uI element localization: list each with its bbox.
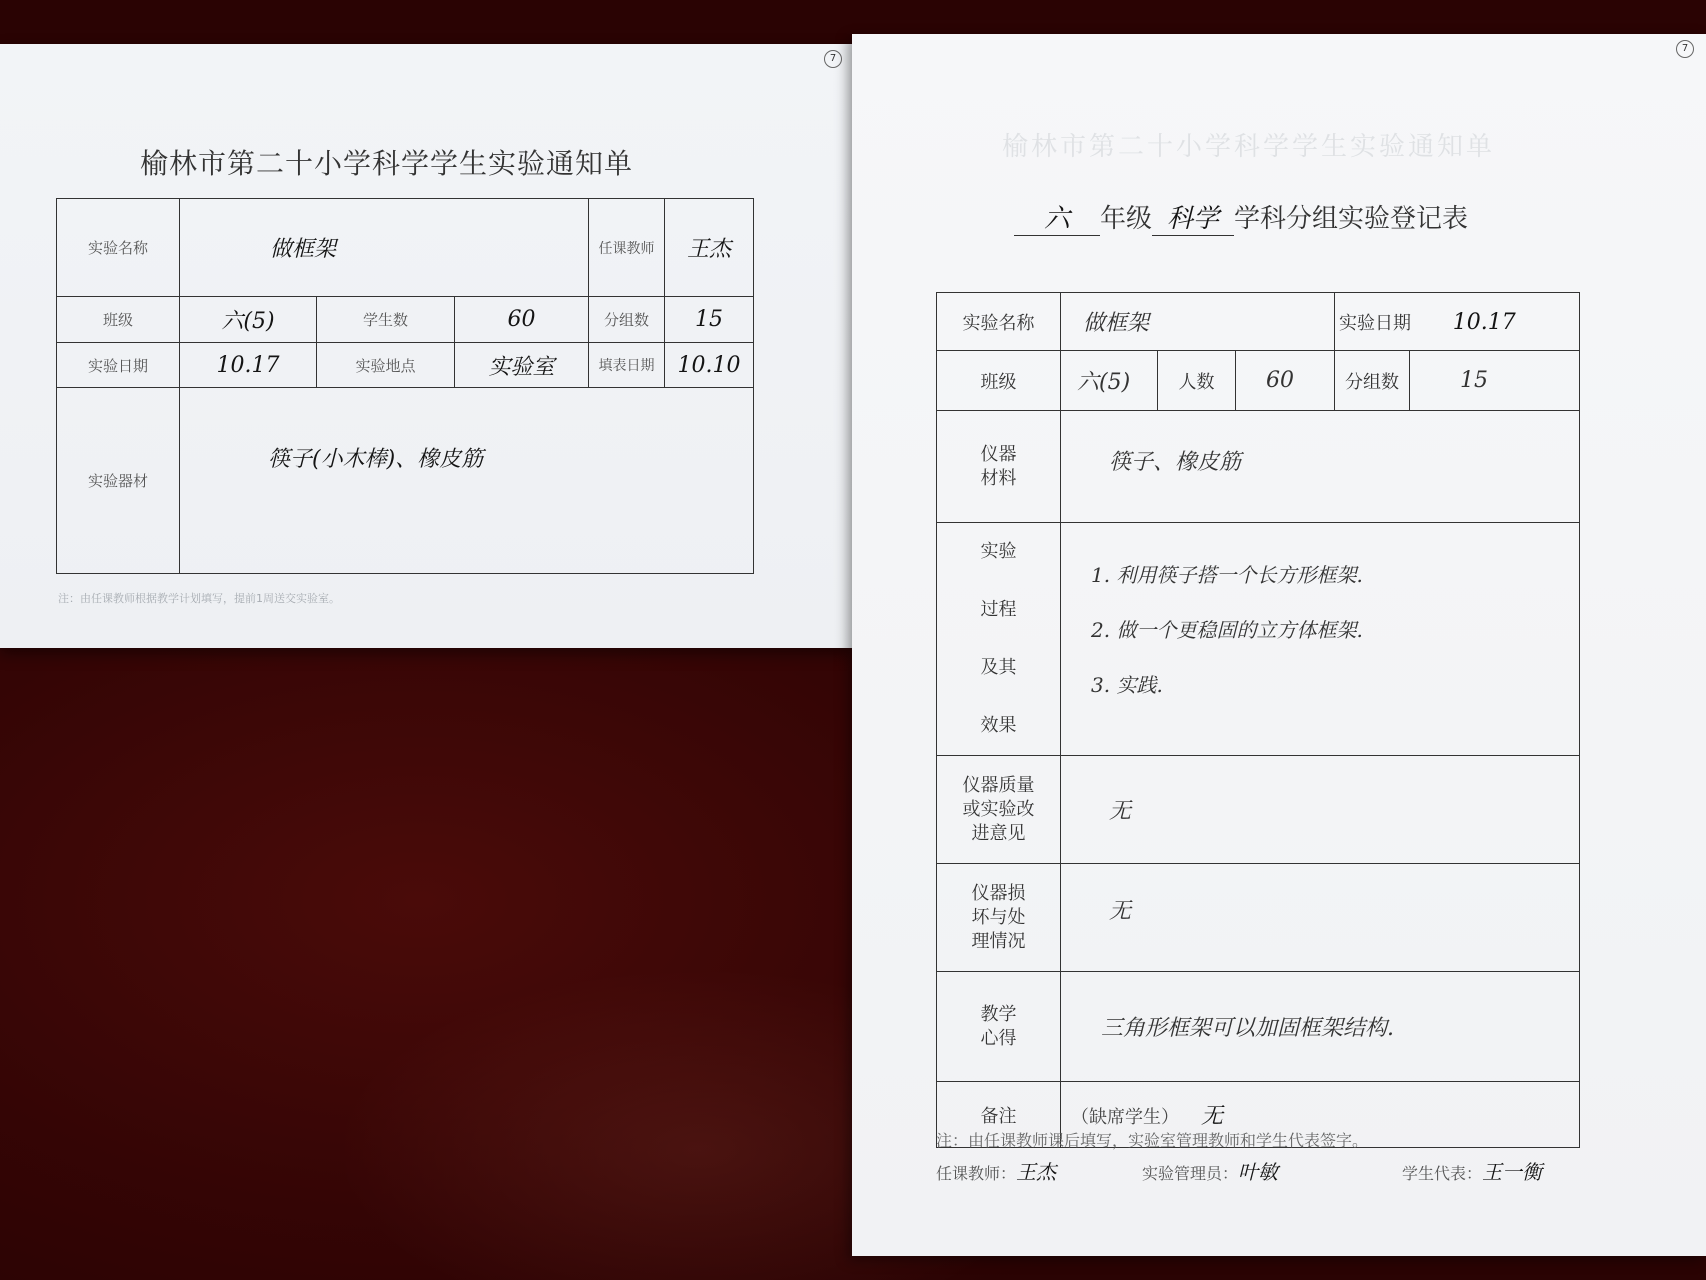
label-date: 实验日期 (1339, 312, 1411, 334)
signature-student-label: 学生代表： (1402, 1164, 1483, 1183)
signature-admin (1142, 1156, 1278, 1185)
label-process-2: 过程 (980, 599, 1017, 620)
remarks-prefix: （缺席学生） (1071, 1107, 1179, 1128)
value-equipment: 筷子(小木棒)、橡皮筋 (180, 388, 754, 574)
register-table (936, 292, 1580, 1148)
register-footnote: 注：由任课教师课后填写，实验室管理教师和学生代表签字。 (936, 1131, 1369, 1150)
label-process-3: 及其 (980, 657, 1017, 678)
label-process (937, 523, 1061, 756)
label-damage-text: 仪器损坏与处理情况 (971, 882, 1026, 952)
title-grade-suffix: 年级 (1100, 204, 1153, 234)
label-fill-date: 填表日期 (589, 343, 665, 388)
label-quality (937, 756, 1061, 864)
value-class: 六(5) (1061, 351, 1158, 411)
title-suffix: 学科分组实验登记表 (1234, 204, 1469, 234)
label-teacher: 任课教师 (589, 199, 665, 297)
label-reflection (937, 972, 1061, 1082)
label-reflection-text: 教学心得 (980, 1003, 1017, 1049)
value-fill-date: 10.10 (665, 343, 754, 388)
label-process-4: 效果 (980, 715, 1017, 736)
label-equipment-text: 仪器材料 (980, 443, 1017, 489)
signature-student-value: 王一衡 (1482, 1160, 1543, 1184)
value-groups: 15 (1410, 351, 1580, 411)
value-students: 60 (455, 297, 589, 343)
value-date: 10.17 (1452, 309, 1516, 335)
label-date: 实验日期 (57, 343, 180, 388)
label-people: 人数 (1158, 351, 1236, 411)
faded-bleed-title: 榆林市第二十小学科学学生实验通知单 (1002, 132, 1496, 162)
label-equipment: 实验器材 (57, 388, 180, 574)
value-damage: 无 (1061, 864, 1580, 972)
label-remarks: 备注 (937, 1082, 1061, 1148)
label-location: 实验地点 (317, 343, 455, 388)
signature-student (1402, 1156, 1542, 1185)
label-experiment-name: 实验名称 (57, 199, 180, 297)
label-students: 学生数 (317, 297, 455, 343)
step-3: 3. 实践. (1091, 673, 1163, 697)
title-subject: 科学 (1152, 198, 1234, 236)
experiment-notice-sheet (0, 44, 852, 648)
value-quality: 无 (1061, 756, 1580, 864)
date-cell (1335, 293, 1580, 351)
value-class: 六(5) (180, 297, 317, 343)
value-experiment-name: 做框架 (1061, 293, 1335, 351)
signature-admin-value: 叶敏 (1238, 1160, 1279, 1184)
step-2: 2. 做一个更稳固的立方体框架. (1091, 618, 1363, 642)
step-1: 1. 利用筷子搭一个长方形框架. (1091, 563, 1363, 587)
label-equipment (937, 411, 1061, 523)
value-people: 60 (1236, 351, 1335, 411)
value-date: 10.17 (180, 343, 317, 388)
title-grade: 六 (1014, 198, 1100, 236)
group-experiment-register-sheet (852, 34, 1706, 1256)
label-class: 班级 (57, 297, 180, 343)
value-reflection: 三角形框架可以加固框架结构. (1061, 972, 1580, 1082)
label-process-1: 实验 (980, 541, 1017, 562)
label-groups: 分组数 (1335, 351, 1410, 411)
label-groups: 分组数 (589, 297, 665, 343)
notice-table (56, 198, 754, 574)
value-teacher: 王杰 (665, 199, 754, 297)
signature-teacher (936, 1156, 1056, 1185)
page-number: 7 (1676, 40, 1694, 58)
process-steps (1061, 523, 1580, 756)
signature-teacher-label: 任课教师： (936, 1164, 1017, 1183)
value-remarks: 无 (1201, 1104, 1224, 1129)
register-title (1014, 198, 1468, 236)
value-experiment-name: 做框架 (180, 199, 589, 297)
notice-title: 榆林市第二十小学科学学生实验通知单 (140, 147, 634, 180)
signature-admin-label: 实验管理员： (1142, 1164, 1239, 1183)
signature-teacher-value: 王杰 (1016, 1160, 1057, 1184)
label-quality-text: 仪器质量或实验改进意见 (962, 774, 1035, 844)
value-location: 实验室 (455, 343, 589, 388)
notice-footnote: 注：由任课教师根据教学计划填写，提前1周送交实验室。 (58, 592, 340, 605)
label-experiment-name: 实验名称 (937, 293, 1061, 351)
label-damage (937, 864, 1061, 972)
page-number: 7 (824, 50, 842, 68)
value-equipment: 筷子、橡皮筋 (1061, 411, 1580, 523)
value-groups: 15 (665, 297, 754, 343)
label-class: 班级 (937, 351, 1061, 411)
